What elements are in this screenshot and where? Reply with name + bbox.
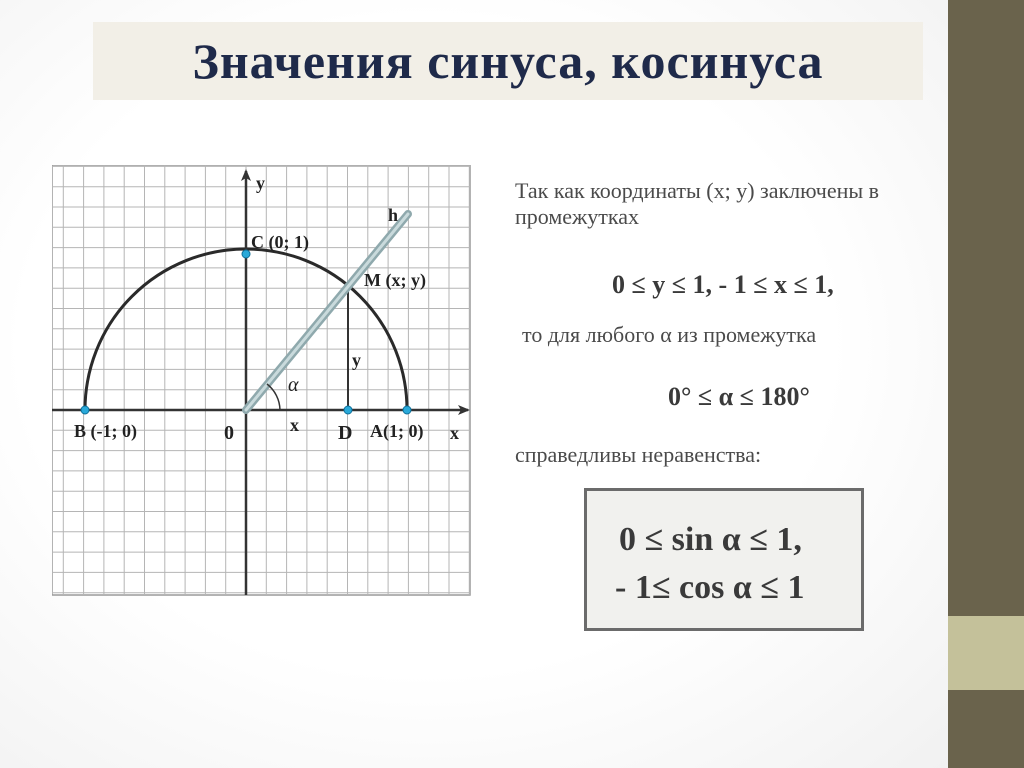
grid-background	[52, 165, 470, 595]
explanation-text-2: то для любого α из промежутка	[522, 322, 817, 347]
sin-inequality: 0 ≤ sin α ≤ 1,	[619, 521, 802, 558]
point-c-label: C (0; 1)	[251, 232, 309, 252]
origin-label: 0	[224, 422, 234, 444]
point-d	[344, 406, 352, 414]
point-b	[81, 406, 89, 414]
segment-y-label: y	[352, 350, 361, 370]
title-box	[93, 22, 923, 100]
unit-circle-diagram	[52, 165, 472, 597]
cos-inequality: - 1≤ cos α ≤ 1	[615, 569, 805, 606]
point-b-label: B (-1; 0)	[74, 421, 137, 441]
point-a	[403, 406, 411, 414]
point-a-label: A(1; 0)	[370, 421, 424, 441]
segment-x-label: x	[290, 415, 299, 435]
y-axis-label: y	[256, 173, 265, 193]
slide-title: Значения синуса, косинуса	[192, 33, 824, 89]
angle-alpha-label: α	[288, 374, 299, 396]
point-c	[242, 250, 250, 258]
result-box	[584, 488, 864, 631]
coordinate-inequality: 0 ≤ y ≤ 1, - 1 ≤ x ≤ 1,	[612, 270, 834, 299]
point-m-label: M (x; y)	[364, 270, 426, 290]
angle-range: 0° ≤ α ≤ 180°	[668, 382, 810, 411]
point-d-label: D	[338, 422, 353, 444]
x-axis-label: x	[450, 423, 459, 443]
explanation-text-3: справедливы неравенства:	[515, 442, 762, 467]
explanation-text-1: Так как координаты (x; y) заключены в промежутках	[515, 178, 880, 229]
ray-h-label: h	[388, 205, 399, 225]
side-bar-accent	[948, 616, 1024, 690]
